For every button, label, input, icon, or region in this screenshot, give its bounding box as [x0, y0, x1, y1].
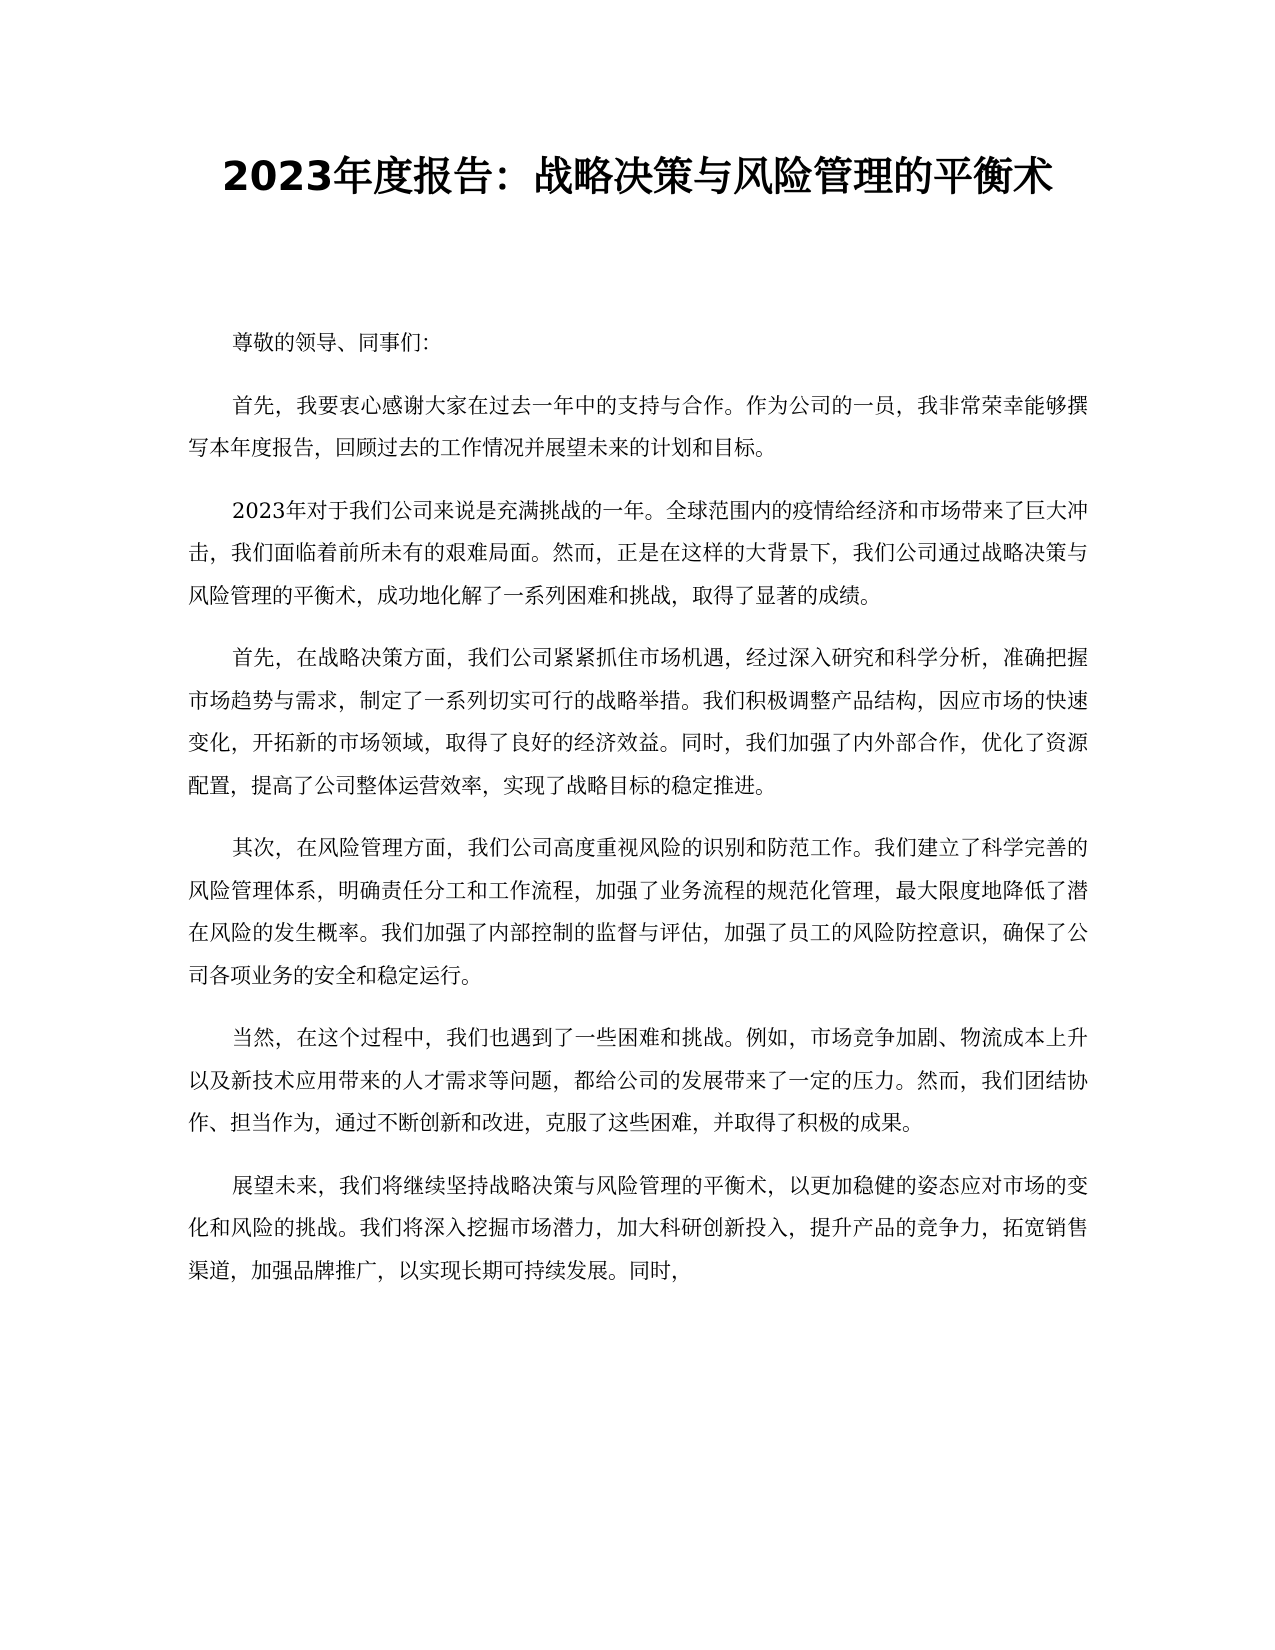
paragraph: 2023年对于我们公司来说是充满挑战的一年。全球范围内的疫情给经济和市场带来了巨大冲击，我们面临着前所未有的艰难局面。然而，正是在这样的大背景下，我们公司通过战略决策与风险管理的平衡术，成功地化解了一系列困难和挑战，取得了显著的成绩。: [188, 498, 1088, 608]
paragraph-salutation: 尊敬的领导、同事们：: [232, 331, 442, 355]
paragraph: 首先，在战略决策方面，我们公司紧紧抓住市场机遇，经过深入研究和科学分析，准确把握市场趋势与需求，制定了一系列切实可行的战略举措。我们积极调整产品结构，因应市场的快速变化，开拓新的市场领域，取得了良好的经济效益。同时，我们加强了内外部合作，优化了资源配置，提高了公司整体运营效率，实现了战略目标的稳定推进。: [188, 646, 1088, 798]
document-title: 2023年度报告：战略决策与风险管理的平衡术: [221, 154, 1054, 200]
paragraph: 当然，在这个过程中，我们也遇到了一些困难和挑战。例如，市场竞争加剧、物流成本上升以及新技术应用带来的人才需求等问题，都给公司的发展带来了一定的压力。然而，我们团结协作、担当作为，通过不断创新和改进，克服了这些困难，并取得了积极的成果。: [188, 1026, 1088, 1135]
paragraph: 展望未来，我们将继续坚持战略决策与风险管理的平衡术，以更加稳健的姿态应对市场的变化和风险的挑战。我们将深入挖掘市场潜力，加大科研创新投入，提升产品的竞争力，拓宽销售渠道，加强品牌推广，以实现长期可持续发展。同时，: [188, 1173, 1088, 1283]
paragraph: 首先，我要衷心感谢大家在过去一年中的支持与合作。作为公司的一员，我非常荣幸能够撰写本年度报告，回顾过去的工作情况并展望未来的计划和目标。: [188, 393, 1088, 460]
paragraph: 其次，在风险管理方面，我们公司高度重视风险的识别和防范工作。我们建立了科学完善的风险管理体系，明确责任分工和工作流程，加强了业务流程的规范化管理，最大限度地降低了潜在风险的发生概率。我们加强了内部控制的监督与评估，加强了员工的风险防控意识，确保了公司各项业务的安全和稳定运行。: [188, 836, 1088, 988]
document-body: [188, 322, 1088, 1312]
